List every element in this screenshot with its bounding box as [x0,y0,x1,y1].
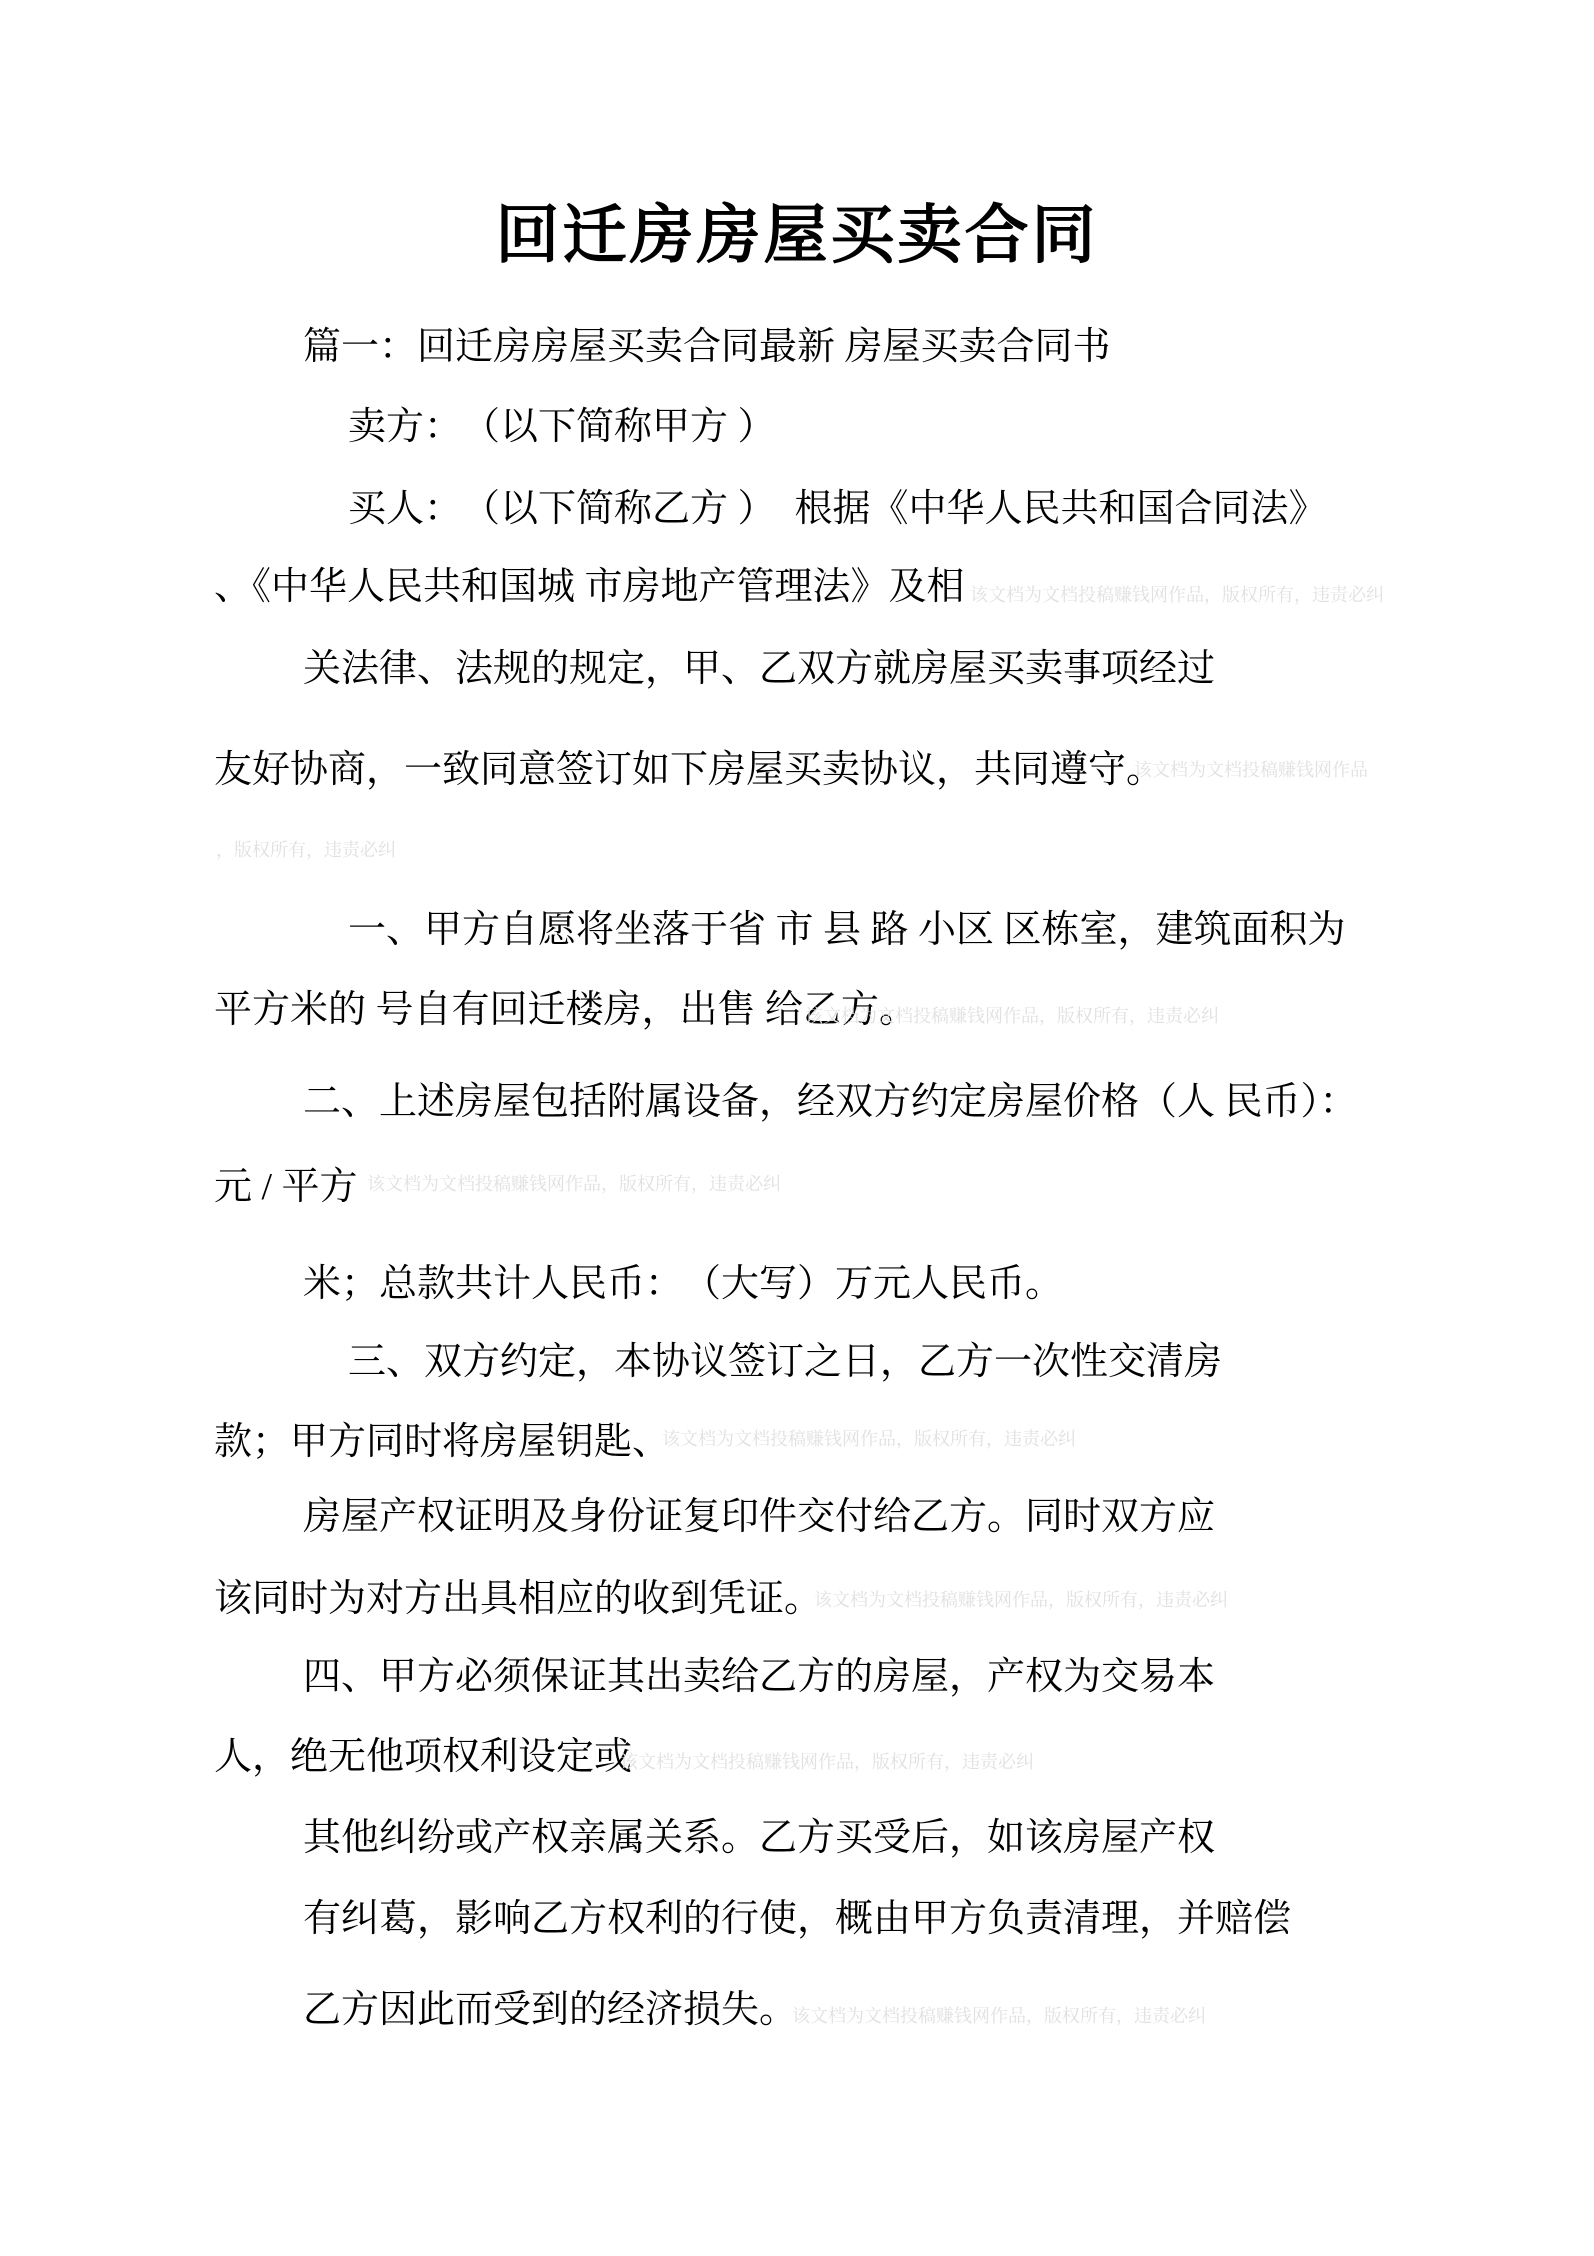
watermark: 该文档为文档投稿赚钱网作品，版权所有，违责必纠 [367,1174,781,1194]
watermark: 该文档为文档投稿赚钱网作品 [1134,760,1368,780]
doc-line: 其他纠纷或产权亲属关系。乙方买受后，如该房屋产权 [303,1817,1216,1859]
doc-line: 关法律、法规的规定，甲、乙双方就房屋买卖事项经过 [303,648,1216,690]
watermark: 该文档为文档投稿赚钱网作品，版权所有，违责必纠 [814,1590,1228,1610]
doc-line: 买人： （以下简称乙方 ） 根据《中华人民共和国合同法》 [348,488,1327,530]
doc-line: 四、甲方必须保证其出卖给乙方的房屋，产权为交易本 [303,1656,1216,1698]
doc-line: 、《中华人民共和国城 市房地产管理法》及相 [214,566,965,608]
doc-line: 平方米的 号自有回迁楼房，出售 给乙方。 [214,989,918,1031]
doc-line: 该同时为对方出具相应的收到凭证。 [214,1578,823,1620]
watermark: 该文档为文档投稿赚钱网作品，版权所有，违责必纠 [792,2006,1206,2026]
doc-line: 房屋产权证明及身份证复印件交付给乙方。同时双方应 [303,1496,1216,1538]
watermark: 该文档为文档投稿赚钱网作品，版权所有，违责必纠 [970,585,1384,605]
doc-line: 篇一：回迁房房屋买卖合同最新 房屋买卖合同书 [303,326,1111,368]
doc-line: 友好协商，一致同意签订如下房屋买卖协议，共同遵守。 [214,749,1165,791]
watermark: 该文档为文档投稿赚钱网作品，版权所有，违责必纠 [620,1752,1034,1772]
doc-line: 二、上述房屋包括附属设备，经双方约定房屋价格（人 民币）： [303,1081,1358,1123]
doc-line: 人，绝无他项权利设定或 [214,1736,633,1778]
doc-line: 三、双方约定，本协议签订之日，乙方一次性交清房 [348,1341,1223,1383]
doc-line: 乙方因此而受到的经济损失。 [303,1989,798,2031]
doc-line: 卖方： （以下简称甲方 ） [348,406,776,448]
doc-line: 有纠葛，影响乙方权利的行使，概由甲方负责清理，并赔偿 [303,1898,1292,1940]
doc-line: 米；总款共计人民币： （大写）万元人民币。 [303,1263,1064,1305]
doc-line: 元 / 平方 [214,1166,358,1208]
page-title: 回迁房房屋买卖合同 [495,199,1099,271]
doc-line: 款；甲方同时将房屋钥匙、 [214,1421,671,1463]
watermark: ，版权所有，违责必纠 [216,840,396,860]
doc-line: 一、甲方自愿将坐落于省 市 县 路 小区 区栋室，建筑面积为 [348,909,1346,951]
watermark: 该文档为文档投稿赚钱网作品，版权所有，违责必纠 [662,1429,1076,1449]
watermark: 该文档为文档投稿赚钱网作品，版权所有，违责必纠 [805,1006,1219,1026]
